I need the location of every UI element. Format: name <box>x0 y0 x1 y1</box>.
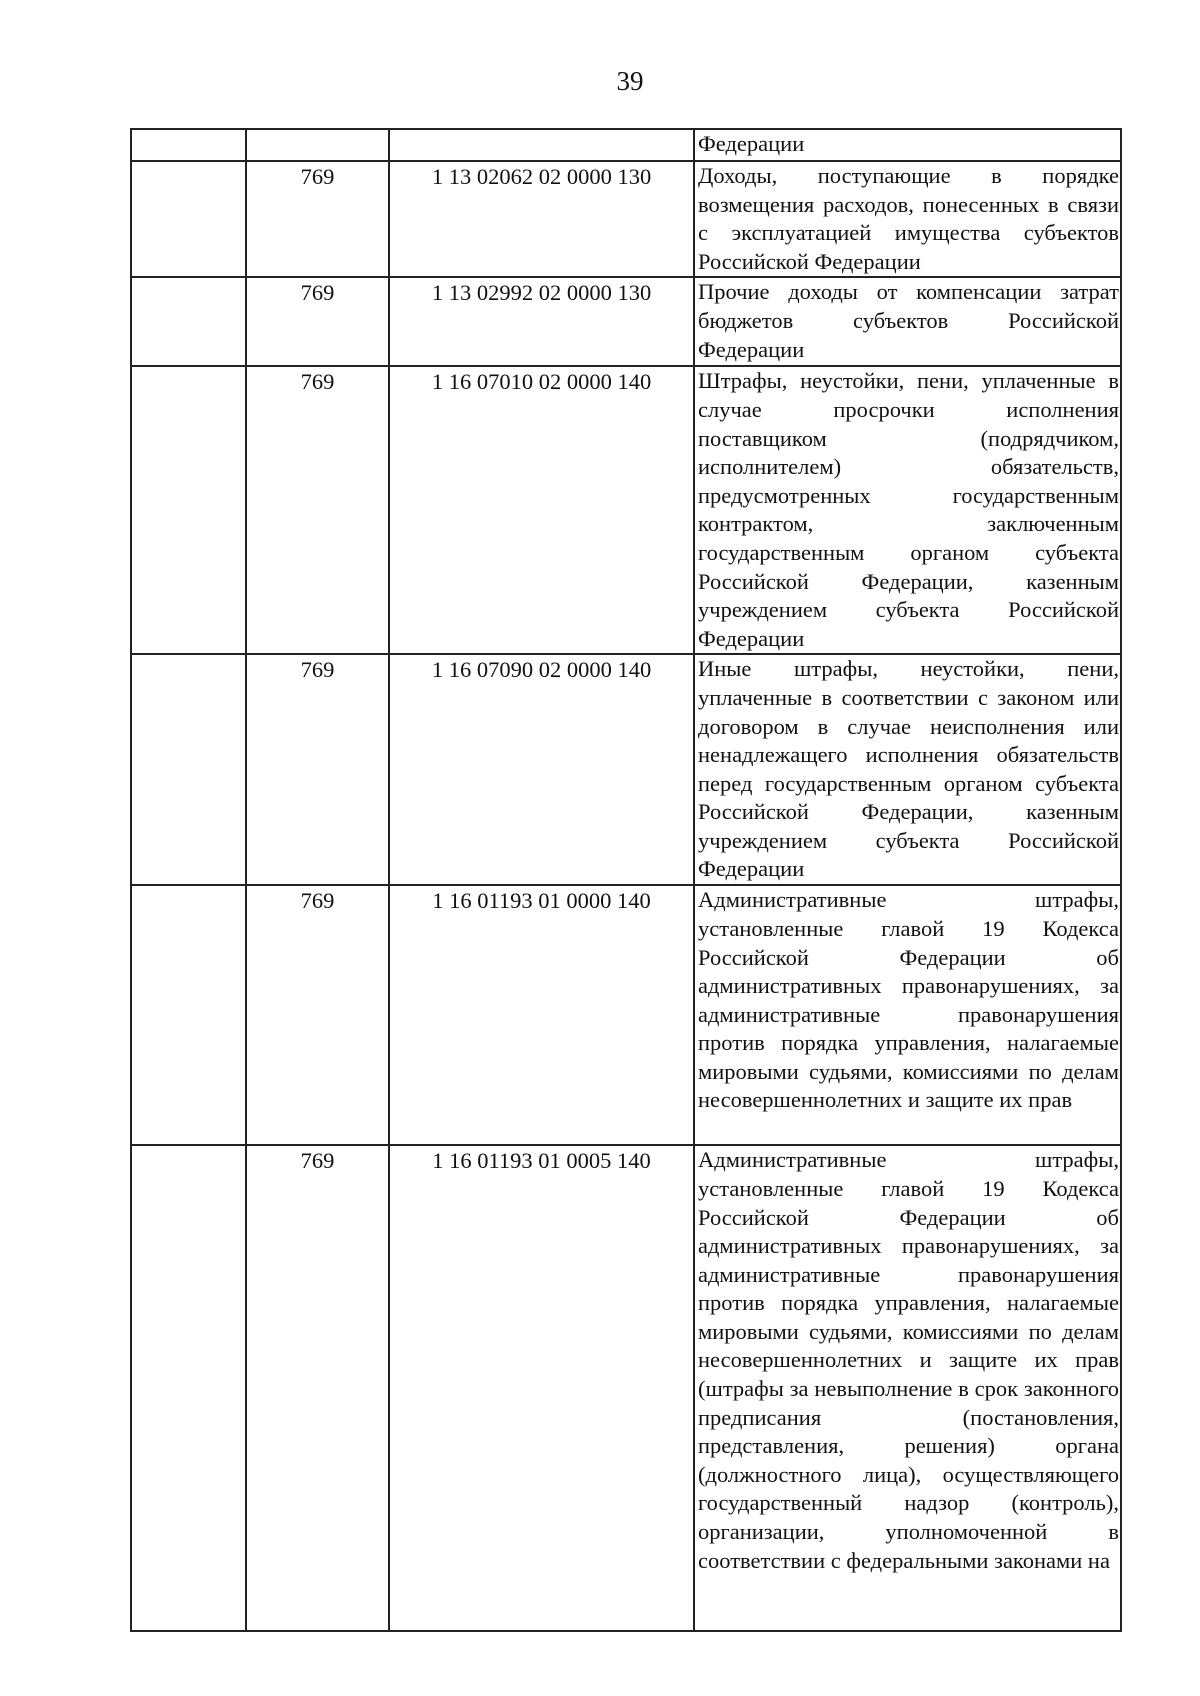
revenue-name-cell: Административные штрафы, установленные главой 19 Кодекса Российской Федерации об административных правонарушениях, за административные правонарушения против порядка управления, налагаемые мировыми судьями, комиссиями по делам несовершеннолетних и защите их прав <box>694 885 1121 1145</box>
revenue-name-cell: Федерации <box>694 129 1121 161</box>
table-row <box>131 654 1121 885</box>
revenue-code-cell: 1 16 07090 02 0000 140 <box>389 654 694 885</box>
revenue-name-cell: Административные штрафы, установленные главой 19 Кодекса Российской Федерации об административных правонарушениях, за административные правонарушения против порядка управления, налагаемые мировыми судьями, комиссиями по делам несовершеннолетних и защите их прав (штрафы за невыполнение в срок законного предписания (постановления, представления, решения) органа (должностного лица), осуществляющего государственный надзор (контроль), организации, уполномоченной в соответствии с федеральными законами на <box>694 1145 1121 1631</box>
admin-code-cell: 769 <box>246 161 389 277</box>
admin-code-cell: 769 <box>246 366 389 654</box>
revenue-code-cell: 1 13 02062 02 0000 130 <box>389 161 694 277</box>
revenue-code-cell: 1 16 01193 01 0000 140 <box>389 885 694 1145</box>
revenue-code-cell <box>389 129 694 161</box>
table-row <box>131 885 1121 1145</box>
admin-code-cell: 769 <box>246 654 389 885</box>
revenue-code-cell: 1 13 02992 02 0000 130 <box>389 277 694 366</box>
revenue-name-cell: Доходы, поступающие в порядке возмещения расходов, понесенных в связи с эксплуатацией имущества субъектов Российской Федерации <box>694 161 1121 277</box>
revenue-code-cell: 1 16 07010 02 0000 140 <box>389 366 694 654</box>
row-blank-cell <box>131 1145 246 1631</box>
revenue-codes-table <box>130 128 1122 1632</box>
table-row <box>131 1145 1121 1631</box>
table-row <box>131 161 1121 277</box>
row-blank-cell <box>131 654 246 885</box>
row-blank-cell <box>131 885 246 1145</box>
table-row <box>131 366 1121 654</box>
table-row-continuation <box>131 129 1121 161</box>
admin-code-cell: 769 <box>246 277 389 366</box>
row-blank-cell <box>131 277 246 366</box>
revenue-code-cell: 1 16 01193 01 0005 140 <box>389 1145 694 1631</box>
revenue-name-cell: Иные штрафы, неустойки, пени, уплаченные в соответствии с законом или договором в случае неисполнения или ненадлежащего исполнения обязательств перед государственным органом субъекта Российской Федерации, казенным учреждением субъекта Российской Федерации <box>694 654 1121 885</box>
admin-code-cell: 769 <box>246 1145 389 1631</box>
admin-code-cell <box>246 129 389 161</box>
row-blank-cell <box>131 366 246 654</box>
row-blank-cell <box>131 161 246 277</box>
page-number: 39 <box>616 66 644 96</box>
admin-code-cell: 769 <box>246 885 389 1145</box>
revenue-name-cell: Штрафы, неустойки, пени, уплаченные в случае просрочки исполнения поставщиком (подрядчиком, исполнителем) обязательств, предусмотренных государственным контрактом, заключенным государственным органом субъекта Российской Федерации, казенным учреждением субъекта Российской Федерации <box>694 366 1121 654</box>
table-row <box>131 277 1121 366</box>
row-blank-cell <box>131 129 246 161</box>
revenue-name-cell: Прочие доходы от компенсации затрат бюджетов субъектов Российской Федерации <box>694 277 1121 366</box>
